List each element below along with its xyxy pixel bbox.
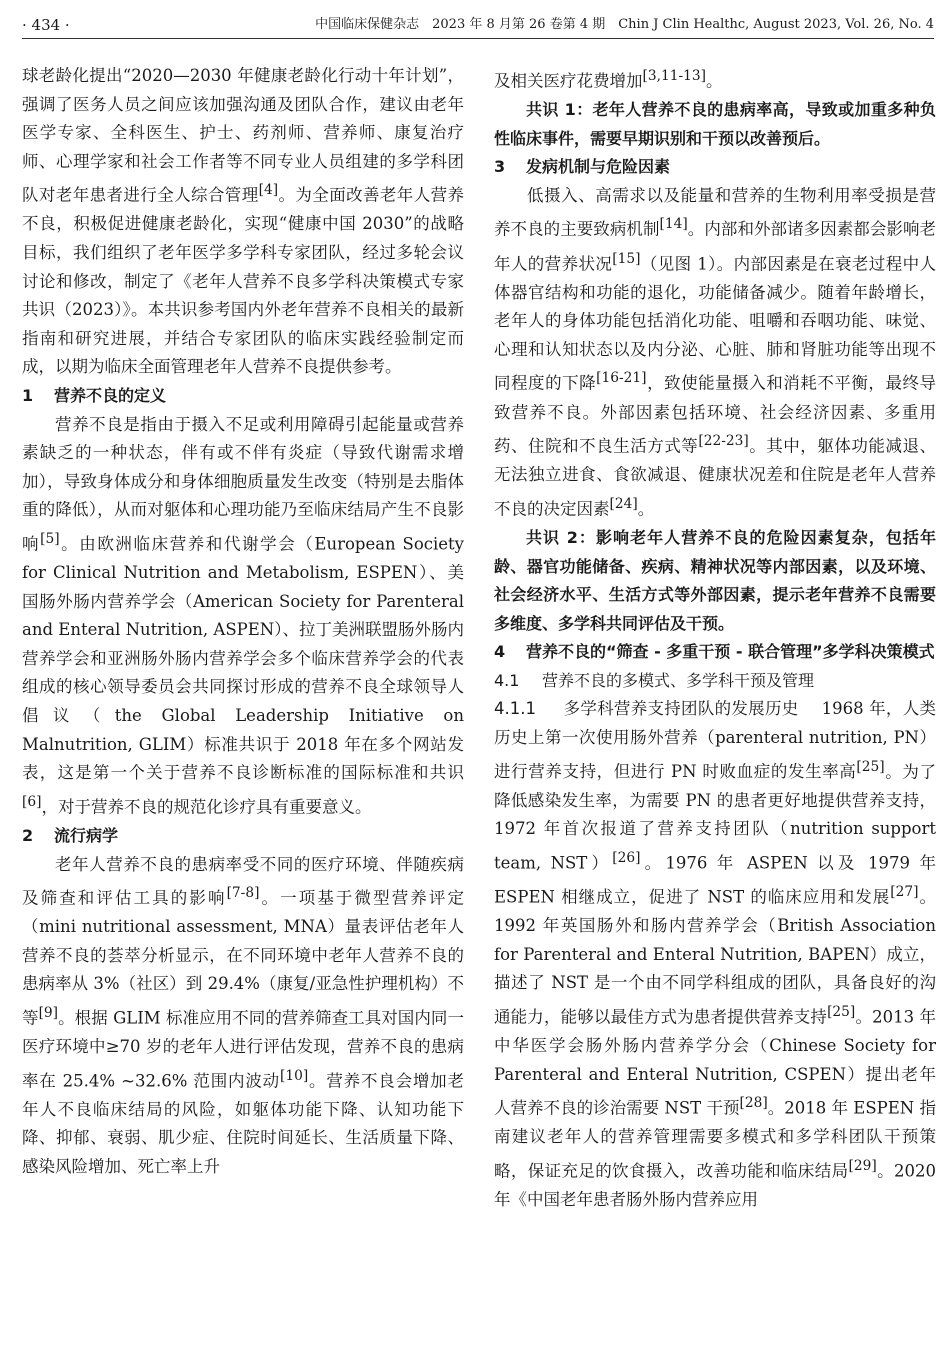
consensus-2: 共识 2：影响老年人营养不良的危险因素复杂，包括年龄、器官功能储备、疾病、精神状况等内部因素，以及环境、社会经济水平、生活方式等外部因素，提示老年营养不良需要多维度、多学科共同评估及干预。 [494, 527, 936, 633]
citation[interactable]: [9] [38, 1005, 59, 1021]
citation[interactable]: [25] [856, 758, 885, 775]
page-header [22, 12, 934, 39]
citation[interactable]: [27] [890, 884, 919, 901]
section-heading-3: 3 发病机制与危险因素 [494, 157, 671, 177]
section-1-paragraph: 营养不良是指由于摄入不足或利用障碍引起能量或营养素缺乏的一种状态，伴有或不伴有炎症（导致代谢需求增加），导致身体成分和身体细胞质量发生改变（特别是去脂体重的降低），从而对躯体和心理功能乃至临床结局产生不良影响[5]。由欧洲临床营养和代谢学会（European Society for Clinical Nutrition and Metabolism, ESPEN）、美国肠外肠内营养学会（American Society for Parenteral and Enteral Nutrition, ASPEN）、拉丁美洲联盟肠外肠内营养学会和亚洲肠外肠内营养学会多个临床营养学会的代表组成的核心领导委员会共同探讨形成的营养不良全球领导人倡议（the Global Leadership Initiative on Malnutrition, GLIM）标准共识于 2018 年在多个网站发表，这是第一个关于营养不良诊断标准的国际标准和共识[6]，对于营养不良的规范化诊疗具有重要意义。 [22, 414, 464, 817]
section-2-paragraph: 老年人营养不良的患病率受不同的医疗环境、伴随疾病及筛查和评估工具的影响[7-8]。一项基于微型营养评定（mini nutritional assessment, MNA）量表评估老年人营养不良的荟萃分析显示，在不同环境中老年人营养不良的患病率从 3%（社区）到 29.4%（康复/亚急性护理机构）不等[9]。根据 GLIM 标准应用不同的营养筛查工具对国内同一医疗环境中≥70 岁的老年人进行评估发现，营养不良的患病率在 25.4% ~32.6% 范围内波动[10]。营养不良会增加老年人不良临床结局的风险，如躯体功能下降、认知功能下降、抑郁、衰弱、肌少症、住院时间延长、生活质量下降、感染风险增加、死亡率上升 [22, 854, 464, 1176]
citation[interactable]: [15] [612, 250, 641, 267]
section-heading-1: 1 营养不良的定义 [22, 386, 167, 406]
citation[interactable]: [25] [827, 1003, 856, 1020]
continued-paragraph: 及相关医疗花费增加[3,11-13]。 [494, 68, 723, 91]
page-number: · 434 · [22, 16, 70, 34]
citation[interactable]: [10] [279, 1067, 309, 1084]
citation[interactable]: [24] [609, 495, 638, 512]
section-heading-4-1: 4.1 营养不良的多模式、多学科干预及管理 [494, 670, 815, 690]
journal-info: 中国临床保健杂志 2023 年 8 月第 26 卷第 4 期 Chin J Clin Healthc, August 2023, Vol. 26, No. 4 [315, 17, 934, 32]
citation[interactable]: [28] [739, 1095, 768, 1112]
intro-paragraph: 球老龄化提出“2020—2030 年健康老龄化行动十年计划”，强调了医务人员之间应该加强沟通及团队合作，建议由老年医学专家、全科医生、护士、药剂师、营养师、康复治疗师、心理学家和社会工作者等不同专业人员组建的多学科团队对老年患者进行全人综合管理[4]。为全面改善老年人营养不良，积极促进健康老龄化，实现“健康中国 2030”的战略目标，我们组织了老年医学多学科专家团队，经过多轮会议讨论和修改，制定了《老年人营养不良多学科决策模式专家共识（2023）》。本共识参考国内外老年营养不良相关的最新指南和研究进展，并结合专家团队的临床实践经验制定而成，以期为临床全面管理老年人营养不良提供参考。 [22, 66, 464, 377]
citation[interactable]: [6] [22, 793, 42, 810]
section-4-1-1-paragraph: 4.1.1 多学科营养支持团队的发展历史 1968 年，人类历史上第一次使用肠外营养（parenteral nutrition, PN）进行营养支持，但进行 PN 时败血症的发生率高[25]。为了降低感染发生率，为需要 PN 的患者更好地提供营养支持，1972 年首次报道了营养支持团队（nutrition support team, NST）[26]。1976 年 ASPEN 以及 1979 年 ESPEN 相继成立，促进了 NST 的临床应用和发展[27]。1992 年英国肠外和肠内营养学会（British Association for Parenteral and Enteral Nutrition, BAPEN）成立，描述了 NST 是一个由不同学科组成的团队，具备良好的沟通能力，能够以最佳方式为患者提供营养支持[25]。2013 年中华医学会肠外肠内营养学分会（Chinese Society for Parenteral and Enteral Nutrition, CSPEN）提出老年人营养不良的诊治需要 NST 干预[28]。2018 年 ESPEN 指南建议老年人的营养管理需要多模式和多学科团队干预策略，保证充足的饮食摄入，改善功能和临床结局[29]。2020 年《中国老年患者肠外肠内营养应用 [494, 699, 936, 1209]
citation[interactable]: [14] [659, 216, 688, 233]
citation[interactable]: [3,11-13] [642, 68, 706, 84]
right-column [494, 62, 936, 1352]
section-heading-2: 2 流行病学 [22, 825, 119, 845]
citation[interactable]: [22-23] [698, 433, 749, 450]
section-heading-4: 4 营养不良的“筛查 - 多重干预 - 联合管理”多学科决策模式 [494, 642, 935, 662]
citation[interactable]: [5] [40, 531, 60, 547]
citation[interactable]: [7-8] [226, 885, 260, 902]
citation[interactable]: [26] [612, 849, 641, 866]
consensus-1: 共识 1：老年人营养不良的患病率高，导致或加重多种负性临床事件，需要早期识别和干预以改善预后。 [494, 100, 936, 148]
citation[interactable]: [16-21] [596, 370, 647, 387]
citation[interactable]: [29] [848, 1157, 877, 1174]
section-3-paragraph: 低摄入、高需求以及能量和营养的生物利用率受损是营养不良的主要致病机制[14]。内部和外部诸多因素都会影响老年人的营养状况[15]（见图 1）。内部因素是在衰老过程中人体器官结构和功能的退化，功能储备减少。随着年龄增长，老年人的身体功能包括消化功能、咀嚼和吞咽功能、味觉、心理和认知状态以及内分泌、心脏、肺和肾脏功能等出现不同程度的下降[16-21]，致使能量摄入和消耗不平衡，最终导致营养不良。外部因素包括环境、社会经济因素、多重用药、住院和不良生活方式等[22-23]。其中，躯体功能减退、无法独立进食、食欲减退、健康状况差和住院是老年人营养不良的决定因素[24]。 [494, 185, 936, 519]
left-column [22, 62, 464, 1352]
citation[interactable]: [4] [258, 182, 279, 199]
